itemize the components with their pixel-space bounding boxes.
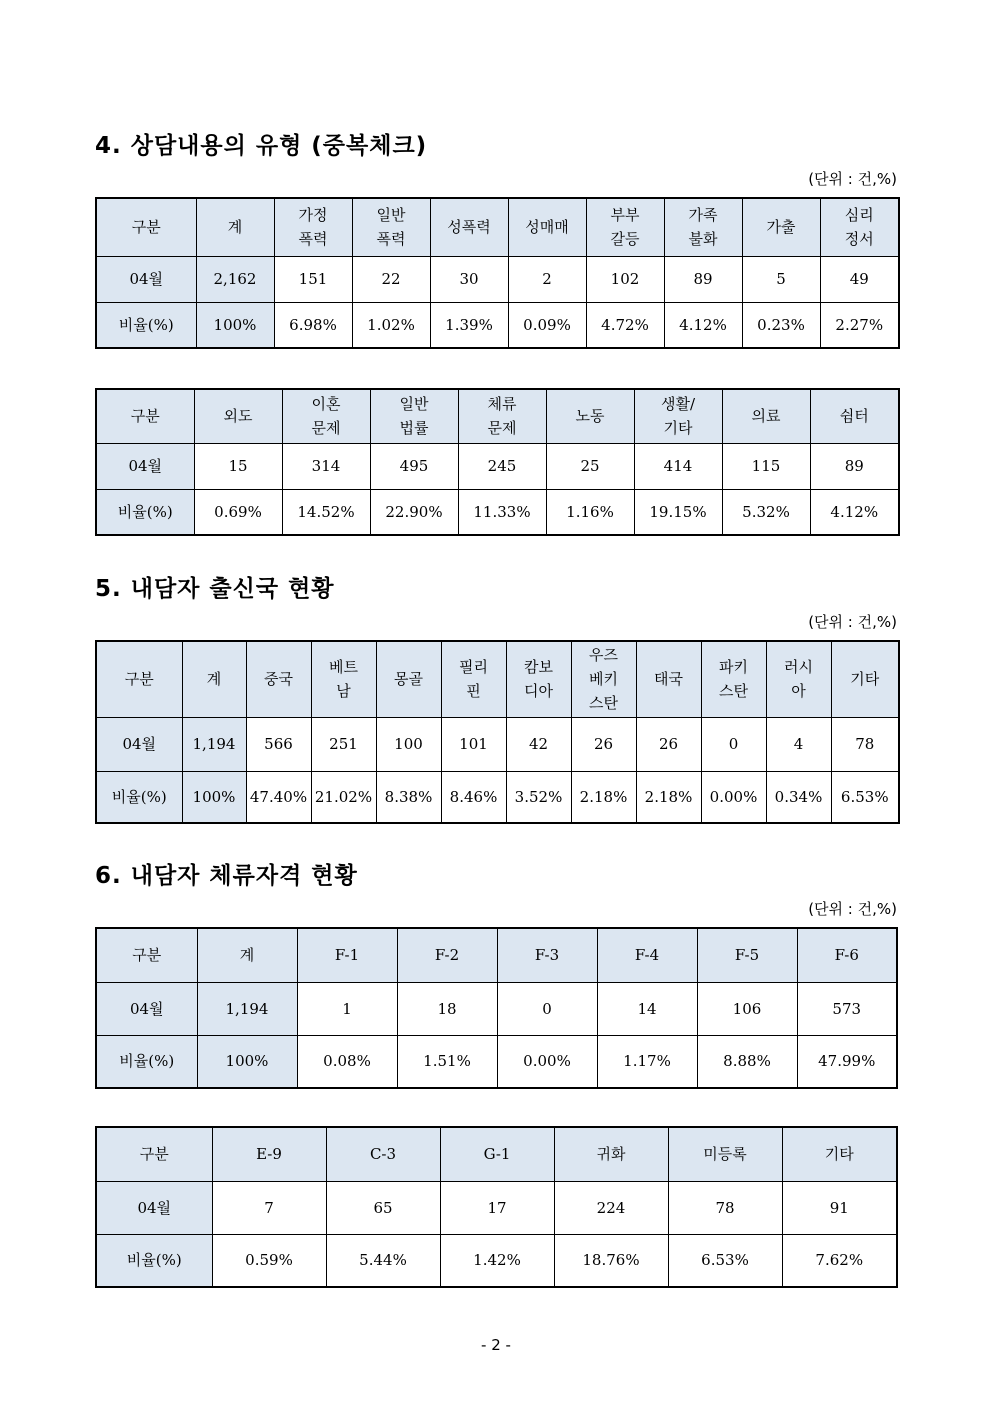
column-header: 구분: [96, 641, 182, 717]
table-cell: 49: [820, 256, 899, 302]
column-header: 이혼 문제: [282, 389, 370, 443]
counsel-type-table-2: [95, 388, 900, 536]
table-cell: 1.42%: [440, 1234, 554, 1287]
column-header: 부부 갈등: [586, 198, 664, 256]
table-cell: 6.53%: [668, 1234, 782, 1287]
table-cell: 17: [440, 1181, 554, 1234]
table-cell: 2.27%: [820, 302, 899, 348]
table-cell: 14.52%: [282, 489, 370, 535]
column-header: F-2: [397, 928, 497, 982]
column-header: 성매매: [508, 198, 586, 256]
table-cell: 2,162: [196, 256, 274, 302]
column-header: G-1: [440, 1127, 554, 1181]
column-header: F-3: [497, 928, 597, 982]
header-row: [96, 641, 899, 717]
visa-status-table-1: [95, 927, 898, 1089]
origin-country-table: [95, 640, 900, 824]
table-cell: 18: [397, 982, 497, 1035]
column-header: 구분: [96, 928, 197, 982]
column-header: 심리 정서: [820, 198, 899, 256]
column-header: F-5: [697, 928, 797, 982]
table-cell: 5.32%: [722, 489, 810, 535]
column-header: 계: [182, 641, 246, 717]
table-cell: 0.08%: [297, 1035, 397, 1088]
table-cell: 4.12%: [810, 489, 899, 535]
table-cell: 0.23%: [742, 302, 820, 348]
visa-status-table-2: [95, 1126, 898, 1288]
row-label: 04월: [96, 256, 196, 302]
column-header: E-9: [212, 1127, 326, 1181]
row-label: 비율(%): [96, 1234, 212, 1287]
column-header: 구분: [96, 389, 194, 443]
table-cell: 26: [571, 717, 636, 771]
table-cell: 0: [701, 717, 766, 771]
table-cell: 224: [554, 1181, 668, 1234]
ratio-row: [96, 1035, 897, 1088]
section5-title: 5. 내담자 출신국 현황: [95, 576, 335, 602]
column-header: 귀화: [554, 1127, 668, 1181]
column-header: 가출: [742, 198, 820, 256]
column-header: 중국: [246, 641, 311, 717]
table-cell: 8.38%: [376, 771, 441, 823]
section6-title: 6. 내담자 체류자격 현황: [95, 863, 358, 889]
column-header: 필리 핀: [441, 641, 506, 717]
table-cell: 2.18%: [571, 771, 636, 823]
column-header: F-4: [597, 928, 697, 982]
table-cell: 0.69%: [194, 489, 282, 535]
table-cell: 115: [722, 443, 810, 489]
table-cell: 1.02%: [352, 302, 430, 348]
header-row: [96, 389, 899, 443]
table-cell: 21.02%: [311, 771, 376, 823]
table-cell: 1: [297, 982, 397, 1035]
table-cell: 19.15%: [634, 489, 722, 535]
table-cell: 2: [508, 256, 586, 302]
table-cell: 30: [430, 256, 508, 302]
section4-title: 4. 상담내용의 유형 (중복체크): [95, 133, 428, 159]
table-cell: 251: [311, 717, 376, 771]
column-header: 가정 폭력: [274, 198, 352, 256]
column-header: 생활/ 기타: [634, 389, 722, 443]
ratio-row: [96, 1234, 897, 1287]
column-header: 미등록: [668, 1127, 782, 1181]
table-cell: 6.98%: [274, 302, 352, 348]
row-label: 04월: [96, 1181, 212, 1234]
table-cell: 573: [797, 982, 897, 1035]
column-header: 가족 불화: [664, 198, 742, 256]
table-cell: 2.18%: [636, 771, 701, 823]
table-cell: 1.17%: [597, 1035, 697, 1088]
section6-unit: (단위 : 건,%): [808, 900, 897, 918]
table-cell: 22.90%: [370, 489, 458, 535]
row-label: 비율(%): [96, 1035, 197, 1088]
section4-unit: (단위 : 건,%): [808, 170, 897, 188]
table-cell: 0.59%: [212, 1234, 326, 1287]
table-cell: 100%: [196, 302, 274, 348]
column-header: 파키 스탄: [701, 641, 766, 717]
table-cell: 18.76%: [554, 1234, 668, 1287]
month-row: [96, 1181, 897, 1234]
table-cell: 100: [376, 717, 441, 771]
table-cell: 566: [246, 717, 311, 771]
header-row: [96, 928, 897, 982]
table-cell: 47.40%: [246, 771, 311, 823]
table-cell: 11.33%: [458, 489, 546, 535]
column-header: 계: [197, 928, 297, 982]
column-header: 일반 법률: [370, 389, 458, 443]
table-cell: 25: [546, 443, 634, 489]
column-header: C-3: [326, 1127, 440, 1181]
column-header: 기타: [782, 1127, 897, 1181]
table-cell: 101: [441, 717, 506, 771]
page-number: - 2 -: [481, 1336, 511, 1354]
ratio-row: [96, 771, 899, 823]
month-row: [96, 982, 897, 1035]
table-cell: 8.46%: [441, 771, 506, 823]
table-cell: 102: [586, 256, 664, 302]
table-cell: 8.88%: [697, 1035, 797, 1088]
table-cell: 1.51%: [397, 1035, 497, 1088]
column-header: 기타: [831, 641, 899, 717]
table-cell: 1.16%: [546, 489, 634, 535]
counsel-type-table-1: [95, 197, 900, 349]
column-header: 구분: [96, 1127, 212, 1181]
table-cell: 65: [326, 1181, 440, 1234]
table-cell: 14: [597, 982, 697, 1035]
row-label: 04월: [96, 443, 194, 489]
ratio-row: [96, 489, 899, 535]
column-header: 베트 남: [311, 641, 376, 717]
table-cell: 5.44%: [326, 1234, 440, 1287]
section5-unit: (단위 : 건,%): [808, 613, 897, 631]
column-header: 의료: [722, 389, 810, 443]
table-cell: 7: [212, 1181, 326, 1234]
table-cell: 495: [370, 443, 458, 489]
table-cell: 15: [194, 443, 282, 489]
table-cell: 1,194: [182, 717, 246, 771]
column-header: 외도: [194, 389, 282, 443]
table-cell: 78: [668, 1181, 782, 1234]
column-header: 러시 아: [766, 641, 831, 717]
table-cell: 151: [274, 256, 352, 302]
table-cell: 47.99%: [797, 1035, 897, 1088]
ratio-row: [96, 302, 899, 348]
table-cell: 78: [831, 717, 899, 771]
month-row: [96, 256, 899, 302]
header-row: [96, 198, 899, 256]
table-cell: 7.62%: [782, 1234, 897, 1287]
column-header: 성폭력: [430, 198, 508, 256]
row-label: 비율(%): [96, 489, 194, 535]
column-header: 캄보 디아: [506, 641, 571, 717]
table-cell: 5: [742, 256, 820, 302]
row-label: 비율(%): [96, 302, 196, 348]
table-cell: 0.34%: [766, 771, 831, 823]
table-cell: 42: [506, 717, 571, 771]
table-cell: 3.52%: [506, 771, 571, 823]
table-cell: 89: [664, 256, 742, 302]
table-cell: 4.12%: [664, 302, 742, 348]
table-cell: 4.72%: [586, 302, 664, 348]
column-header: F-1: [297, 928, 397, 982]
column-header: 몽골: [376, 641, 441, 717]
column-header: 우즈 베키 스탄: [571, 641, 636, 717]
column-header: 체류 문제: [458, 389, 546, 443]
table-cell: 22: [352, 256, 430, 302]
month-row: [96, 443, 899, 489]
table-cell: 1,194: [197, 982, 297, 1035]
column-header: 노동: [546, 389, 634, 443]
column-header: 계: [196, 198, 274, 256]
table-cell: 106: [697, 982, 797, 1035]
table-cell: 89: [810, 443, 899, 489]
table-cell: 91: [782, 1181, 897, 1234]
column-header: 구분: [96, 198, 196, 256]
row-label: 04월: [96, 717, 182, 771]
column-header: 일반 폭력: [352, 198, 430, 256]
table-cell: 100%: [197, 1035, 297, 1088]
header-row: [96, 1127, 897, 1181]
table-cell: 245: [458, 443, 546, 489]
table-cell: 0.09%: [508, 302, 586, 348]
table-cell: 0: [497, 982, 597, 1035]
table-cell: 1.39%: [430, 302, 508, 348]
month-row: [96, 717, 899, 771]
table-cell: 414: [634, 443, 722, 489]
row-label: 04월: [96, 982, 197, 1035]
column-header: 태국: [636, 641, 701, 717]
table-cell: 6.53%: [831, 771, 899, 823]
row-label: 비율(%): [96, 771, 182, 823]
table-cell: 0.00%: [497, 1035, 597, 1088]
table-cell: 314: [282, 443, 370, 489]
table-cell: 0.00%: [701, 771, 766, 823]
column-header: 쉼터: [810, 389, 899, 443]
table-cell: 4: [766, 717, 831, 771]
column-header: F-6: [797, 928, 897, 982]
table-cell: 26: [636, 717, 701, 771]
table-cell: 100%: [182, 771, 246, 823]
